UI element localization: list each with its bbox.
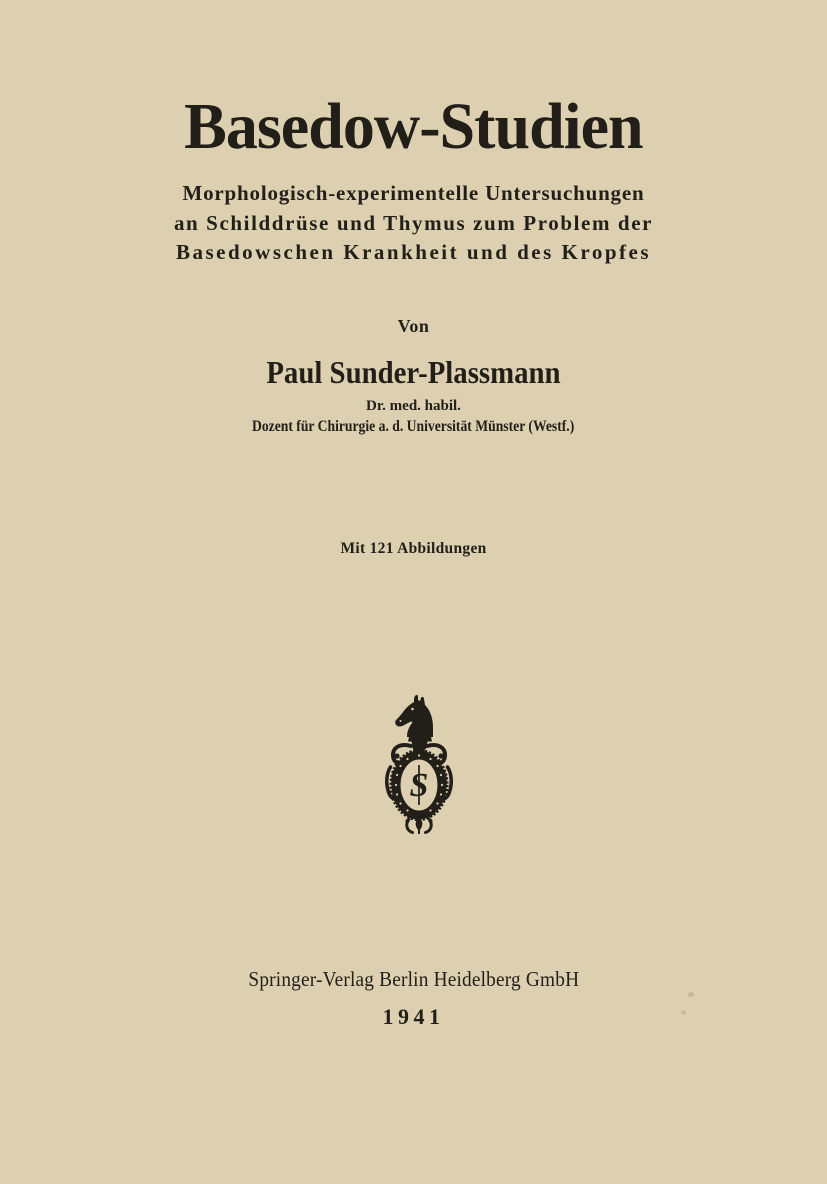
book-title-text: Basedow-Studien — [184, 90, 643, 163]
springer-knight-emblem-icon — [381, 693, 457, 835]
author-name-text: Paul Sunder-Plassmann — [266, 354, 561, 390]
book-subtitle — [0, 179, 827, 268]
author-name — [0, 356, 827, 388]
subtitle-line: Morphologisch-experimentelle Untersuchungen — [182, 181, 645, 205]
publication-year: 1941 — [382, 1004, 445, 1029]
paper-speck — [688, 992, 694, 997]
publisher-imprint-text: Springer-Verlag Berlin Heidelberg GmbH — [248, 967, 579, 991]
author-affiliation — [0, 418, 827, 436]
paper-speck — [681, 1010, 686, 1015]
publisher-imprint — [0, 967, 827, 992]
subtitle-line: an Schilddrüse und Thymus zum Problem der — [173, 210, 654, 235]
publisher-emblem — [381, 693, 457, 835]
illustrations-note: Mit 121 Abbildungen — [340, 540, 487, 557]
byline: Von — [397, 316, 430, 336]
author-affiliation-text: Dozent für Chirurgie a. d. Universität Münster (Westf.) — [252, 418, 575, 435]
subtitle-line: Basedowschen Krankheit und des Kropfes — [175, 240, 651, 264]
emblem-monogram: S — [409, 767, 429, 804]
author-degree: Dr. med. habil. — [366, 398, 461, 414]
book-title — [0, 90, 827, 163]
